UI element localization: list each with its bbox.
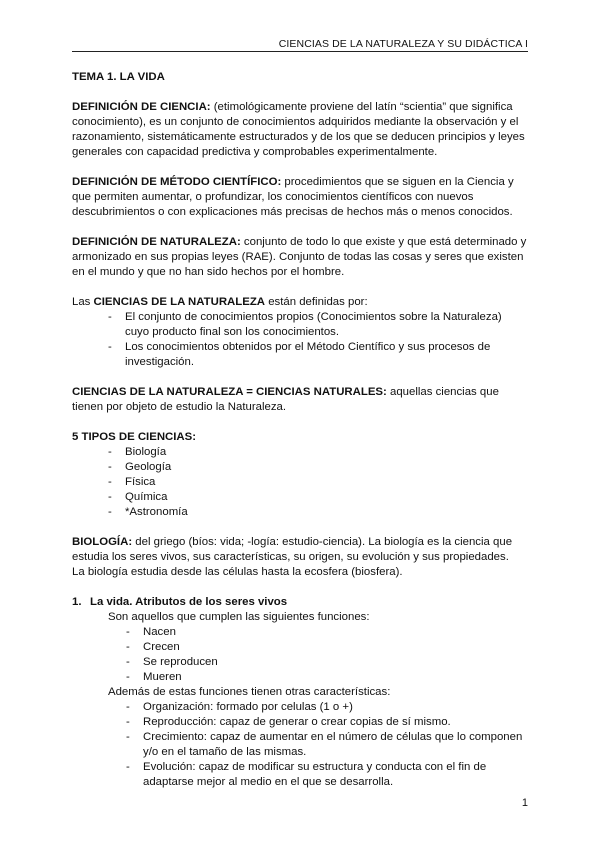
- term-ciencia: DEFINICIÓN DE CIENCIA:: [72, 101, 211, 113]
- ciencias-prefix: Las: [72, 296, 94, 308]
- section-1: [72, 595, 528, 790]
- section-1-intro-2: Además de estas funciones tienen otras características:: [108, 686, 391, 698]
- term-naturaleza: DEFINICIÓN DE NATURALEZA:: [72, 236, 241, 248]
- section-1-title-text: La vida. Atributos de los seres vivos: [90, 596, 288, 608]
- list-item: - Física: [108, 475, 528, 490]
- text-ciencia: (etimológicamente proviene del latín “scientia” que significa conocimiento), es un conjunto de conocimientos adquiridos mediante la observación y el razonamiento, sistemáticamente estructurados y de los que se deducen principios y leyes generales con capacidad predictiva y comprobables experimentalmente.: [72, 101, 525, 158]
- running-header: CIENCIAS DE LA NATURALEZA Y SU DIDÁCTICA I: [278, 38, 528, 50]
- section-1-number: 1.: [72, 596, 82, 608]
- section-1-intro: Son aquellos que cumplen las siguientes funciones:: [108, 611, 370, 623]
- document-title: TEMA 1. LA VIDA: [72, 71, 165, 83]
- list-item: - Nacen: [126, 625, 528, 640]
- tipos-list: [72, 445, 528, 520]
- list-item: - Reproducción: capaz de generar o crear copias de sí mismo.: [126, 715, 528, 730]
- tipos-title: [72, 430, 528, 445]
- list-item: - *Astronomía: [108, 505, 528, 520]
- biologia-paragraph: [72, 535, 528, 565]
- text-naturaleza: conjunto de todo lo que existe y que está determinado y armonizado en sus propias leyes (RAE). Conjunto de todas las cosas y seres que existen en el mundo y que no han sido hechos por el hombre.: [72, 236, 527, 278]
- text-metodo: procedimientos que se siguen en la Ciencia y que permiten aumentar, o profundizar, los conocimientos científicos con nuevos descubrimientos o con explicaciones más precisas de hechos más o menos conocidos.: [72, 176, 514, 218]
- ciencias-definition-list: [72, 310, 528, 370]
- term-metodo: DEFINICIÓN DE MÉTODO CIENTÍFICO:: [72, 176, 282, 188]
- list-item: - Mueren: [126, 670, 528, 685]
- funciones-list: [90, 625, 528, 685]
- term-tipos: 5 TIPOS DE CIENCIAS:: [72, 431, 197, 443]
- definition-ciencia: [72, 100, 528, 160]
- definition-naturaleza: [72, 235, 528, 280]
- list-item: - Geología: [108, 460, 528, 475]
- ciencias-definition: [72, 295, 528, 370]
- list-item: - Evolución: capaz de modificar su estructura y conducta con el fin de adaptarse mejor al medio en el que se desarrolla.: [126, 760, 528, 790]
- text-ciencias-naturales: aquellas ciencias que tienen por objeto de estudio la Naturaleza.: [72, 386, 499, 413]
- list-item: - Organización: formado por celulas (1 o +): [126, 700, 528, 715]
- ciencias-definition-lead: [72, 295, 528, 310]
- tipos-ciencias: [72, 430, 528, 520]
- list-item: - Química: [108, 490, 528, 505]
- biologia-paragraph-2: La biología estudia desde las células hasta la ecosfera (biosfera).: [72, 566, 403, 578]
- ciencias-suffix: están definidas por:: [265, 296, 368, 308]
- section-1-title: [72, 595, 528, 610]
- header-rule: [72, 51, 528, 52]
- term-ciencias-naturales: CIENCIAS DE LA NATURALEZA = CIENCIAS NATURALES:: [72, 386, 387, 398]
- term-biologia: BIOLOGÍA:: [72, 536, 133, 548]
- list-item: - Se reproducen: [126, 655, 528, 670]
- biologia-definition: [72, 535, 528, 580]
- list-item: - El conjunto de conocimientos propios (Conocimientos sobre la Naturaleza) cuyo producto final son los conocimientos.: [108, 310, 528, 340]
- list-item: - Crecimiento: capaz de aumentar en el número de células que lo componen y/o en el tamaño de las mismas.: [126, 730, 528, 760]
- caracteristicas-list: [90, 700, 528, 790]
- ciencias-term: CIENCIAS DE LA NATURALEZA: [93, 296, 266, 308]
- definition-metodo: [72, 175, 528, 220]
- list-item: - Biología: [108, 445, 528, 460]
- list-item: - Los conocimientos obtenidos por el Método Científico y sus procesos de investigación.: [108, 340, 528, 370]
- page-number: 1: [521, 797, 528, 809]
- document-body: [72, 70, 528, 790]
- list-item: - Crecen: [126, 640, 528, 655]
- text-biologia: del griego (bíos: vida; -logía: estudio-ciencia). La biología es la ciencia que estudia los seres vivos, sus características, su origen, su evolución y sus propiedades.: [72, 536, 513, 563]
- ciencias-naturales: [72, 385, 528, 415]
